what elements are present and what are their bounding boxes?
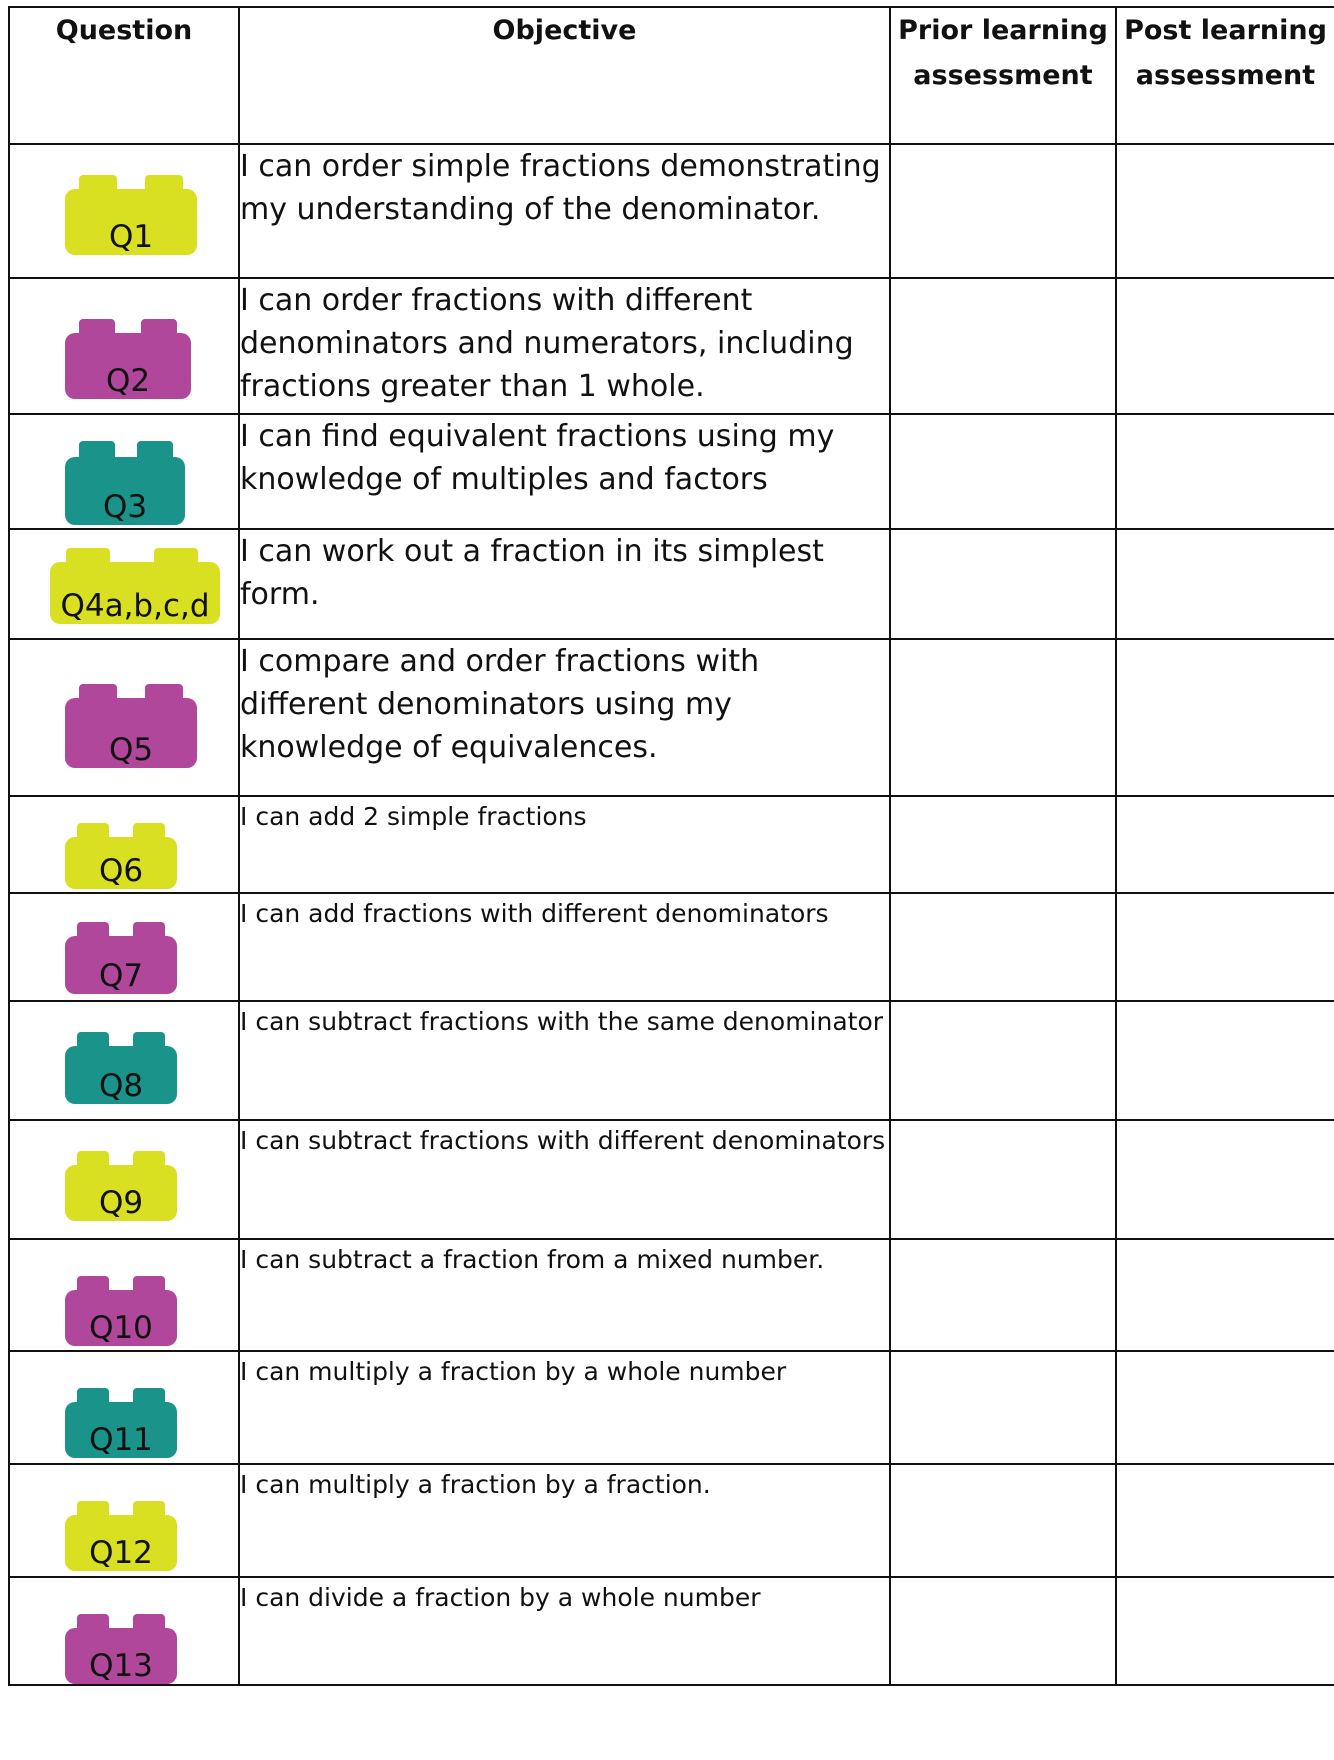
question-label: Q4a,b,c,d <box>60 588 210 624</box>
question-cell <box>9 1577 239 1685</box>
prior-cell[interactable] <box>890 796 1116 893</box>
table-row <box>9 278 1334 414</box>
table-row <box>9 1577 1334 1685</box>
question-label: Q5 <box>108 732 154 768</box>
table-row <box>9 414 1334 529</box>
objective-cell: I can add fractions with different denominators <box>239 893 890 1001</box>
question-cell <box>9 1001 239 1120</box>
header-question: Question <box>9 7 239 144</box>
post-cell[interactable] <box>1116 1239 1334 1351</box>
question-cell <box>9 144 239 278</box>
table-row <box>9 1351 1334 1464</box>
prior-cell[interactable] <box>890 414 1116 529</box>
brick-icon <box>65 1151 177 1221</box>
question-label: Q1 <box>108 219 154 255</box>
post-cell[interactable] <box>1116 529 1334 639</box>
question-label: Q8 <box>98 1068 144 1104</box>
table-row <box>9 1001 1334 1120</box>
question-label: Q6 <box>98 853 144 889</box>
question-cell <box>9 893 239 1001</box>
header-post: Post learning assessment <box>1116 7 1334 144</box>
prior-cell[interactable] <box>890 1239 1116 1351</box>
brick-icon <box>65 319 191 399</box>
question-cell <box>9 278 239 414</box>
objective-cell: I can subtract fractions with different denominators <box>239 1120 890 1239</box>
brick-icon <box>65 1501 177 1571</box>
question-cell <box>9 414 239 529</box>
question-cell <box>9 796 239 893</box>
question-label: Q12 <box>89 1535 153 1571</box>
objective-cell: I can multiply a fraction by a fraction. <box>239 1464 890 1577</box>
question-cell <box>9 529 239 639</box>
prior-cell[interactable] <box>890 1577 1116 1685</box>
prior-cell[interactable] <box>890 529 1116 639</box>
prior-cell[interactable] <box>890 1464 1116 1577</box>
table-row <box>9 529 1334 639</box>
header-row <box>9 7 1334 144</box>
question-cell <box>9 1239 239 1351</box>
objective-cell: I can add 2 simple fractions <box>239 796 890 893</box>
table-row <box>9 1464 1334 1577</box>
post-cell[interactable] <box>1116 278 1334 414</box>
prior-cell[interactable] <box>890 1001 1116 1120</box>
question-label: Q7 <box>98 958 144 994</box>
assessment-table <box>8 6 1334 1686</box>
post-cell[interactable] <box>1116 1001 1334 1120</box>
table-row <box>9 639 1334 796</box>
question-label: Q9 <box>98 1185 144 1221</box>
post-cell[interactable] <box>1116 414 1334 529</box>
question-label: Q10 <box>89 1310 153 1346</box>
question-label: Q13 <box>89 1648 153 1684</box>
brick-icon <box>65 823 177 889</box>
question-label: Q3 <box>102 489 148 525</box>
post-cell[interactable] <box>1116 1120 1334 1239</box>
post-cell[interactable] <box>1116 1577 1334 1685</box>
objective-cell: I can subtract a fraction from a mixed number. <box>239 1239 890 1351</box>
table-row <box>9 144 1334 278</box>
brick-icon <box>65 922 177 994</box>
table-row <box>9 796 1334 893</box>
prior-cell[interactable] <box>890 1120 1116 1239</box>
table-row <box>9 893 1334 1001</box>
question-cell <box>9 1120 239 1239</box>
post-cell[interactable] <box>1116 796 1334 893</box>
brick-icon <box>65 441 185 525</box>
brick-icon <box>65 175 197 255</box>
objective-cell: I can subtract fractions with the same denominator <box>239 1001 890 1120</box>
post-cell[interactable] <box>1116 639 1334 796</box>
question-label: Q2 <box>105 363 151 399</box>
table-row <box>9 1120 1334 1239</box>
table-row <box>9 1239 1334 1351</box>
objective-cell: I can work out a fraction in its simplest form. <box>239 529 890 639</box>
prior-cell[interactable] <box>890 278 1116 414</box>
header-prior: Prior learning assessment <box>890 7 1116 144</box>
objective-cell: I can order fractions with different denominators and numerators, including fractions greater than 1 whole. <box>239 278 890 414</box>
post-cell[interactable] <box>1116 1464 1334 1577</box>
brick-icon <box>65 1614 177 1684</box>
question-cell <box>9 1464 239 1577</box>
prior-cell[interactable] <box>890 144 1116 278</box>
question-cell <box>9 1351 239 1464</box>
prior-cell[interactable] <box>890 893 1116 1001</box>
objective-cell: I compare and order fractions with different denominators using my knowledge of equivalences. <box>239 639 890 796</box>
header-objective: Objective <box>239 7 890 144</box>
objective-cell: I can find equivalent fractions using my knowledge of multiples and factors <box>239 414 890 529</box>
post-cell[interactable] <box>1116 1351 1334 1464</box>
question-label: Q11 <box>89 1422 153 1458</box>
objective-cell: I can order simple fractions demonstrating my understanding of the denominator. <box>239 144 890 278</box>
objective-cell: I can divide a fraction by a whole number <box>239 1577 890 1685</box>
post-cell[interactable] <box>1116 144 1334 278</box>
prior-cell[interactable] <box>890 639 1116 796</box>
prior-cell[interactable] <box>890 1351 1116 1464</box>
brick-icon <box>65 1276 177 1346</box>
objective-cell: I can multiply a fraction by a whole number <box>239 1351 890 1464</box>
brick-icon <box>50 548 220 624</box>
brick-icon <box>65 1388 177 1458</box>
brick-icon <box>65 684 197 768</box>
brick-icon <box>65 1032 177 1104</box>
post-cell[interactable] <box>1116 893 1334 1001</box>
question-cell <box>9 639 239 796</box>
